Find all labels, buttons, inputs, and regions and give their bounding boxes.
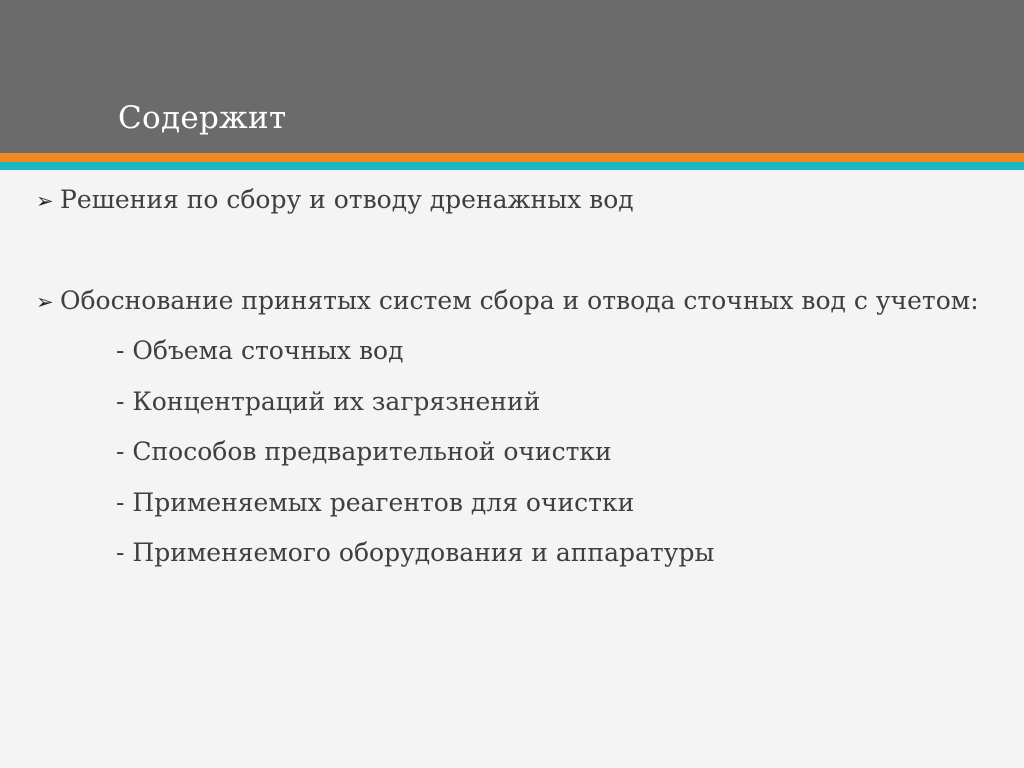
bullet-text: Обоснование принятых систем сбора и отвода сточных вод с учетом: [60, 286, 979, 315]
teal-stripe [0, 162, 1024, 170]
arrow-bullet-icon: ➢ [36, 290, 54, 314]
sub-item: - Способов предварительной очистки [116, 437, 612, 466]
arrow-bullet-icon: ➢ [36, 189, 54, 213]
orange-stripe [0, 153, 1024, 162]
bullet-item [36, 185, 634, 214]
sub-item: - Концентраций их загрязнений [116, 387, 541, 416]
sub-item: - Применяемого оборудования и аппаратуры [116, 538, 715, 567]
slide-title: Содержит [118, 100, 287, 136]
bullet-text: Решения по сбору и отводу дренажных вод [60, 185, 634, 214]
sub-item: - Применяемых реагентов для очистки [116, 488, 635, 517]
bullet-item [36, 286, 979, 315]
sub-item: - Объема сточных вод [116, 336, 404, 365]
